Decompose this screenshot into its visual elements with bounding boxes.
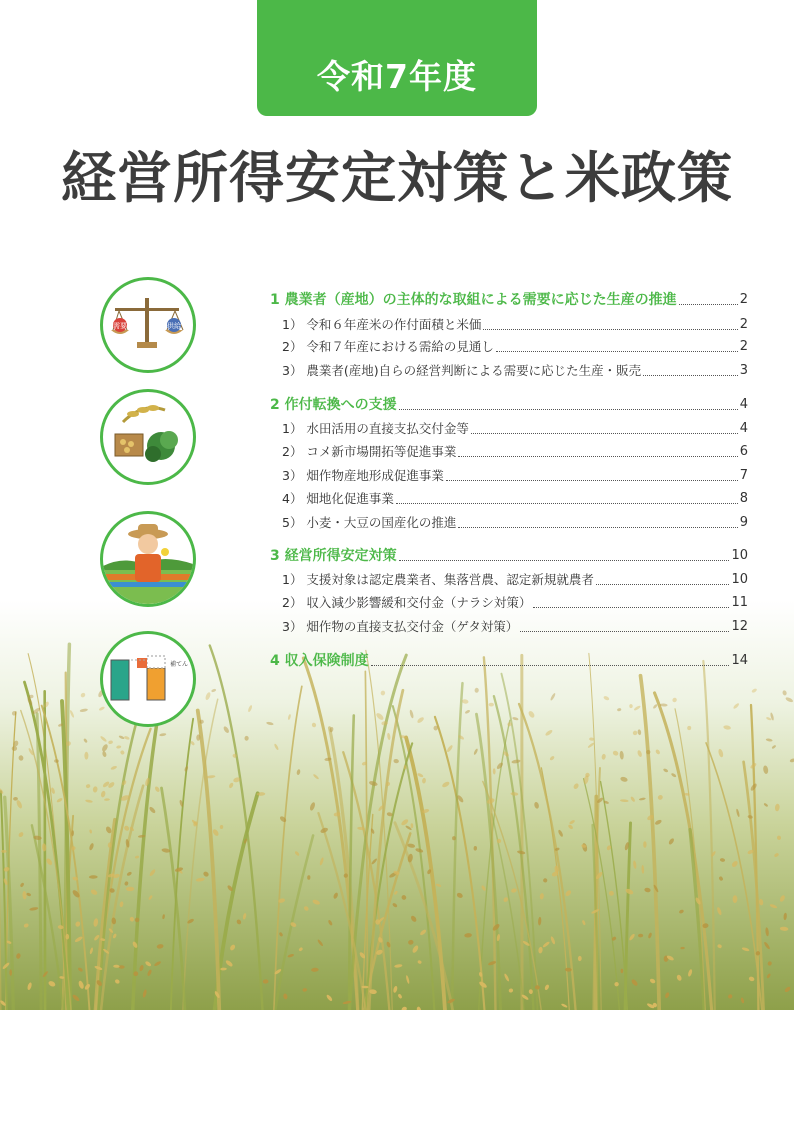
toc-item[interactable] bbox=[270, 488, 748, 508]
toc-item-page: 8 bbox=[739, 490, 748, 506]
dot-leader bbox=[471, 421, 738, 434]
toc-item[interactable] bbox=[270, 314, 748, 334]
dot-leader bbox=[643, 363, 738, 376]
toc-item-page: 2 bbox=[739, 316, 748, 332]
toc-section-page: 4 bbox=[739, 396, 748, 412]
toc-item-label: 1） 水田活用の直接支払交付金等 bbox=[282, 421, 469, 436]
toc-section-label: 4 収入保険制度 bbox=[270, 653, 369, 669]
income-chart-icon bbox=[100, 631, 196, 727]
page-title: 経営所得安定対策と米政策 bbox=[60, 146, 733, 210]
rice-grain bbox=[621, 969, 624, 973]
toc-item-page: 7 bbox=[739, 467, 748, 483]
farmer-icon bbox=[100, 511, 196, 607]
rice-grain bbox=[126, 887, 134, 891]
rice-grain bbox=[643, 841, 646, 848]
rice-grain bbox=[434, 726, 438, 731]
toc-item-label: 1） 支援対象は認定農業者、集落営農、認定新規就農者 bbox=[282, 572, 594, 587]
crops-icon bbox=[100, 389, 196, 485]
dot-leader bbox=[458, 444, 737, 457]
scale-icon bbox=[100, 277, 196, 373]
rice-grain bbox=[65, 934, 69, 940]
toc-item[interactable] bbox=[270, 418, 748, 438]
toc-item-page: 12 bbox=[731, 618, 748, 634]
toc-item-page: 4 bbox=[739, 420, 748, 436]
dot-leader bbox=[399, 397, 738, 410]
toc-section-label: 1 農業者（産地）の主体的な取組による需要に応じた生産の推進 bbox=[270, 292, 677, 308]
toc-item-page: 9 bbox=[739, 514, 748, 530]
toc-item-page: 2 bbox=[739, 338, 748, 354]
toc-item-label: 4） 畑地化促進事業 bbox=[282, 491, 394, 506]
toc-item-page: 10 bbox=[731, 571, 748, 587]
toc-item-label: 1） 令和６年産米の作付面積と米価 bbox=[282, 317, 482, 332]
dot-leader bbox=[399, 548, 730, 561]
toc-item[interactable] bbox=[270, 360, 748, 380]
toc-item-label: 3） 畑作物の直接支払交付金（ゲタ対策） bbox=[282, 619, 519, 634]
dot-leader bbox=[520, 619, 729, 632]
dot-leader bbox=[596, 572, 730, 585]
toc-item[interactable] bbox=[270, 512, 748, 532]
svg-text:供給: 供給 bbox=[167, 322, 181, 330]
rice-grain bbox=[489, 703, 494, 707]
toc-section[interactable] bbox=[270, 650, 748, 670]
year-tab bbox=[257, 0, 537, 116]
toc-item-label: 2） 令和７年産における需給の見通し bbox=[282, 339, 494, 354]
dot-leader bbox=[371, 653, 730, 666]
dot-leader bbox=[496, 339, 738, 352]
toc-item[interactable] bbox=[270, 569, 748, 589]
toc-item[interactable] bbox=[270, 592, 748, 612]
toc-section-page: 14 bbox=[731, 652, 748, 668]
toc-item[interactable] bbox=[270, 336, 748, 356]
rice-grain bbox=[84, 752, 88, 760]
svg-text:需要: 需要 bbox=[113, 322, 127, 330]
dot-leader bbox=[458, 515, 737, 528]
year-label: 令和7年度 bbox=[317, 57, 477, 96]
svg-text:補てん: 補てん bbox=[170, 661, 189, 668]
toc-item-label: 2） コメ新市場開拓等促進事業 bbox=[282, 444, 457, 459]
toc-item-label: 2） 収入減少影響緩和交付金（ナラシ対策） bbox=[282, 595, 532, 610]
toc-item-label: 5） 小麦・大豆の国産化の推進 bbox=[282, 515, 457, 530]
toc-item-label: 3） 農業者(産地)自らの経営判断による需要に応じた生産・販売 bbox=[282, 363, 642, 378]
dot-leader bbox=[446, 468, 738, 481]
toc-section-label: 3 経営所得安定対策 bbox=[270, 548, 397, 564]
dot-leader bbox=[679, 292, 738, 305]
toc-section[interactable] bbox=[270, 289, 748, 309]
dot-leader bbox=[396, 491, 738, 504]
toc-item-page: 6 bbox=[739, 443, 748, 459]
toc-section-label: 2 作付転換への支援 bbox=[270, 397, 397, 413]
toc-item[interactable] bbox=[270, 465, 748, 485]
toc-item-label: 3） 畑作物産地形成促進事業 bbox=[282, 468, 444, 483]
toc-item[interactable] bbox=[270, 616, 748, 636]
toc-item-page: 3 bbox=[739, 362, 748, 378]
toc-item-page: 11 bbox=[731, 594, 748, 610]
toc-section[interactable] bbox=[270, 545, 748, 565]
dot-leader bbox=[533, 595, 729, 608]
toc-section[interactable] bbox=[270, 394, 748, 414]
toc-section-page: 10 bbox=[731, 547, 748, 563]
dot-leader bbox=[483, 317, 737, 330]
toc-section-page: 2 bbox=[739, 291, 748, 307]
toc-item[interactable] bbox=[270, 441, 748, 461]
